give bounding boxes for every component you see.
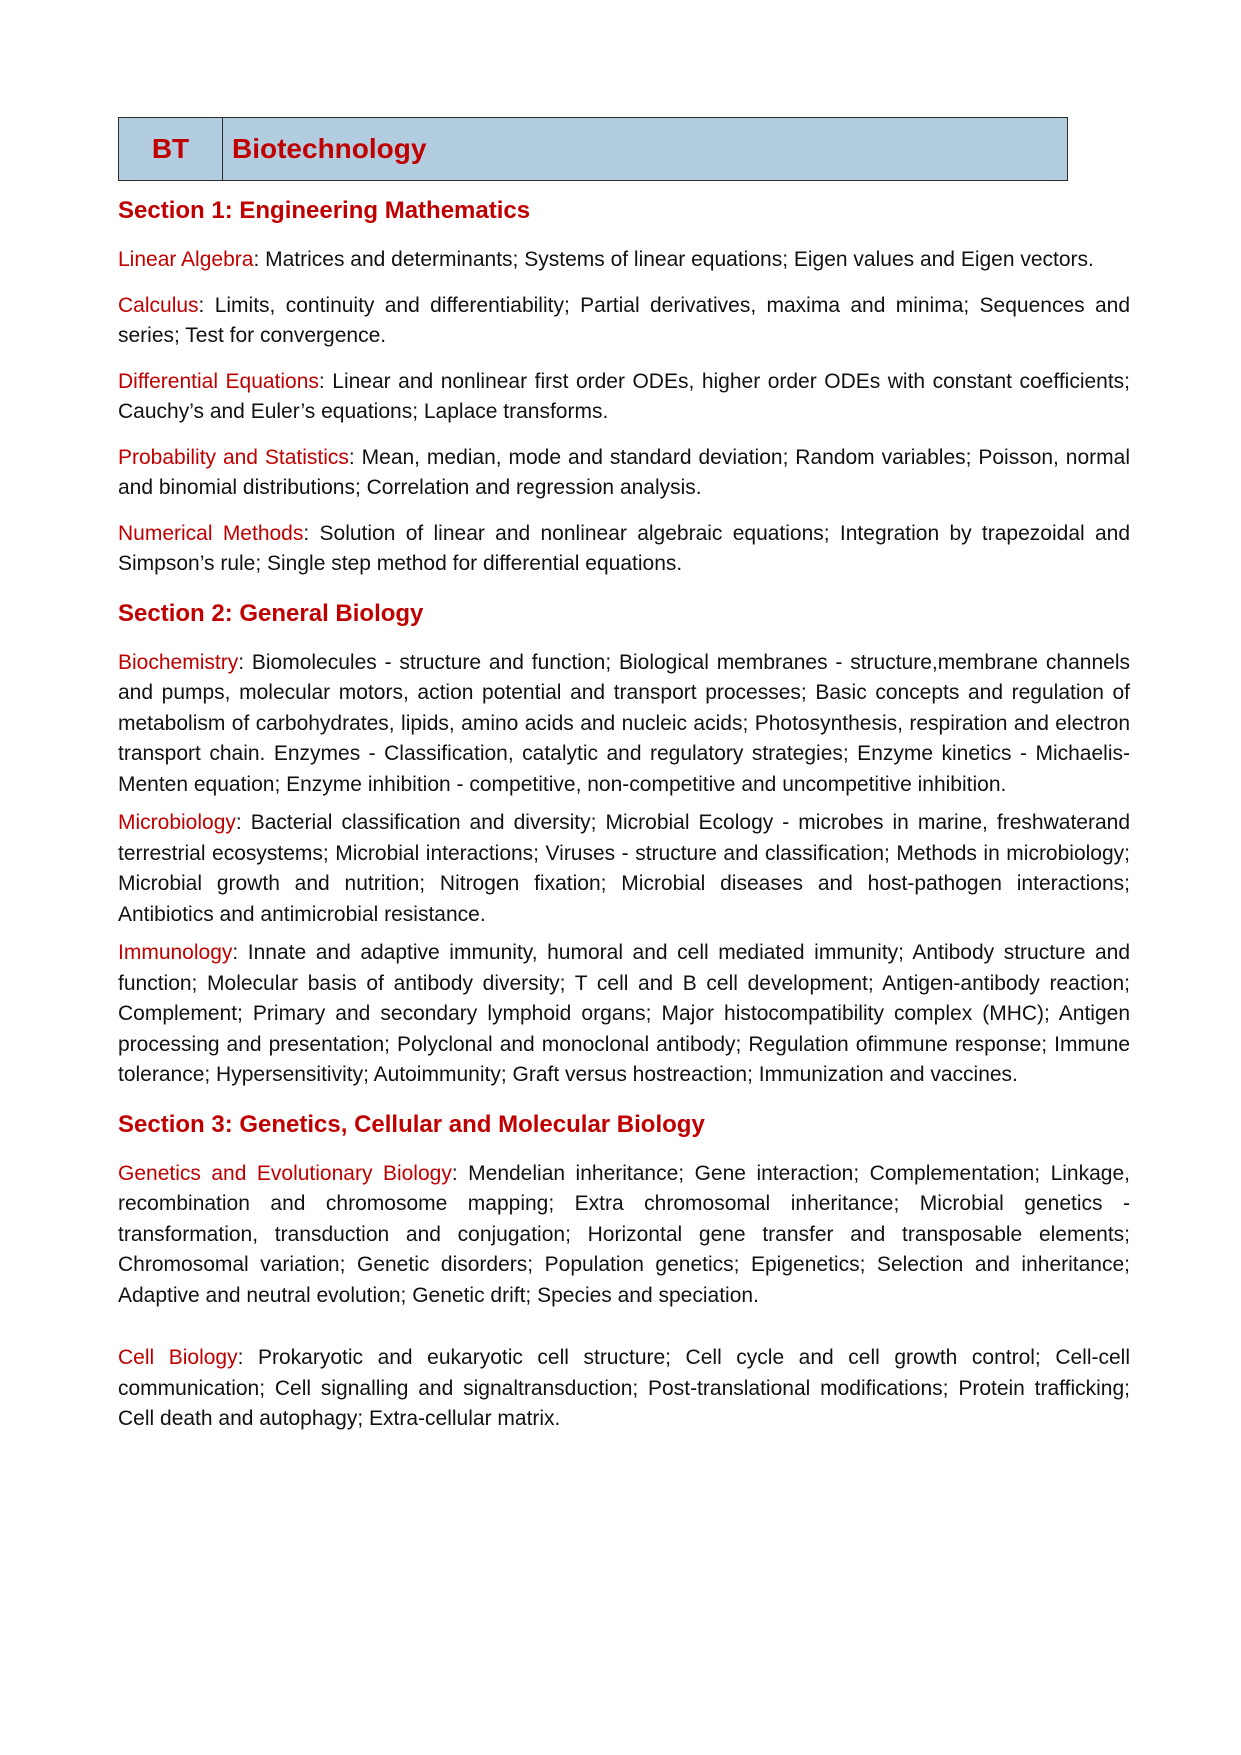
topic-text: : Bacterial classification and diversity; Microbial Ecology - microbes in marine, freshwaterand terrestrial ecosystems; Microbial interactions; Viruses - structure and classification; Methods in microbiology; Microbial growth and nutrition; Nitrogen fixation; Microbial diseases and host-pathogen interactions; Antibiotics and antimicrobial resistance. [118,811,1130,926]
subject-title: Biotechnology [232,133,427,164]
topic-numerical-methods [118,519,1130,580]
syllabus-page [118,117,1130,1435]
topic-linear-algebra [118,245,1130,276]
topic-name: Linear Algebra [118,248,254,271]
topic-cell-biology [118,1343,1130,1435]
topic-text: : Mendelian inheritance; Gene interaction; Complementation; Linkage, recombination and chromosome mapping; Extra chromosomal inheritance; Microbial genetics - transformation, transduction and conjugation; Horizontal gene transfer and transposable elements; Chromosomal variation; Genetic disorders; Population genetics; Epigenetics; Selection and inheritance; Adaptive and neutral evolution; Genetic drift; Species and speciation. [118,1161,1130,1307]
topic-name: Probability and Statistics [118,445,349,469]
topic-biochemistry [118,648,1130,801]
topic-text: : Linear and nonlinear first order ODEs, higher order ODEs with constant coefficients; Cauchy’s and Euler’s equations; Laplace transforms. [118,369,1131,423]
section-1-heading: Section 1: Engineering Mathematics [118,197,531,224]
topic-text: : Matrices and determinants; Systems of linear equations; Eigen values and Eigen vectors. [253,248,1094,271]
topic-microbiology [118,808,1130,930]
topic-name: Calculus [118,293,199,317]
topic-text: : Innate and adaptive immunity, humoral and cell mediated immunity; Antibody structure and function; Molecular basis of antibody diversity; T cell and B cell development; Antigen-antibody reaction; Complement; Primary and secondary lymphoid organs; Major histocompatibility complex (MHC); Antigen processing and presentation; Polyclonal and monoclonal antibody; Regulation ofimmune response; Immune tolerance; Hypersensitivity; Autoimmunity; Graft versus hostreaction; Immunization and vaccines. [118,941,1130,1086]
topic-name: Immunology [118,941,233,964]
topic-text: : Solution of linear and nonlinear algebraic equations; Integration by trapezoidal and Simpson’s rule; Single step method for differential equations. [118,521,1130,575]
topic-genetics-evolutionary-biology [118,1159,1130,1312]
topic-text: : Limits, continuity and differentiability; Partial derivatives, maxima and minima; Sequences and series; Test for convergence. [118,293,1130,347]
topic-name: Microbiology [118,811,236,834]
topic-name: Differential Equations [118,369,319,393]
topic-text: : Prokaryotic and eukaryotic cell structure; Cell cycle and cell growth control; Cell-cell communication; Cell signalling and signaltransduction; Post-translational modifications; Protein trafficking; Cell death and autophagy; Extra-cellular matrix. [118,1346,1130,1430]
topic-differential-equations [118,367,1130,428]
topic-text: : Biomolecules - structure and function; Biological membranes - structure,membrane channels and pumps, molecular motors, action potential and transport processes; Basic concepts and regulation of metabolism of carbohydrates, lipids, amino acids and nucleic acids; Photosynthesis, respiration and electron transport chain. Enzymes - Classification, catalytic and regulatory strategies; Enzyme kinetics - Michaelis-Menten equation; Enzyme inhibition - competitive, non-competitive and uncompetitive inhibition. [118,650,1130,796]
topic-calculus [118,291,1130,352]
subject-header [118,117,1068,181]
topic-immunology [118,938,1130,1091]
topic-text: : Mean, median, mode and standard deviation; Random variables; Poisson, normal and binomial distributions; Correlation and regression analysis. [118,445,1130,499]
section-3-heading: Section 3: Genetics, Cellular and Molecular Biology [118,1110,705,1138]
subject-code: BT [119,118,223,180]
topic-name: Biochemistry [118,650,239,674]
topic-name: Cell Biology [118,1346,238,1369]
section-2-heading: Section 2: General Biology [118,599,424,627]
topic-name: Numerical Methods [118,521,304,545]
topic-probability-statistics [118,443,1130,504]
topic-name: Genetics and Evolutionary Biology [118,1161,452,1185]
